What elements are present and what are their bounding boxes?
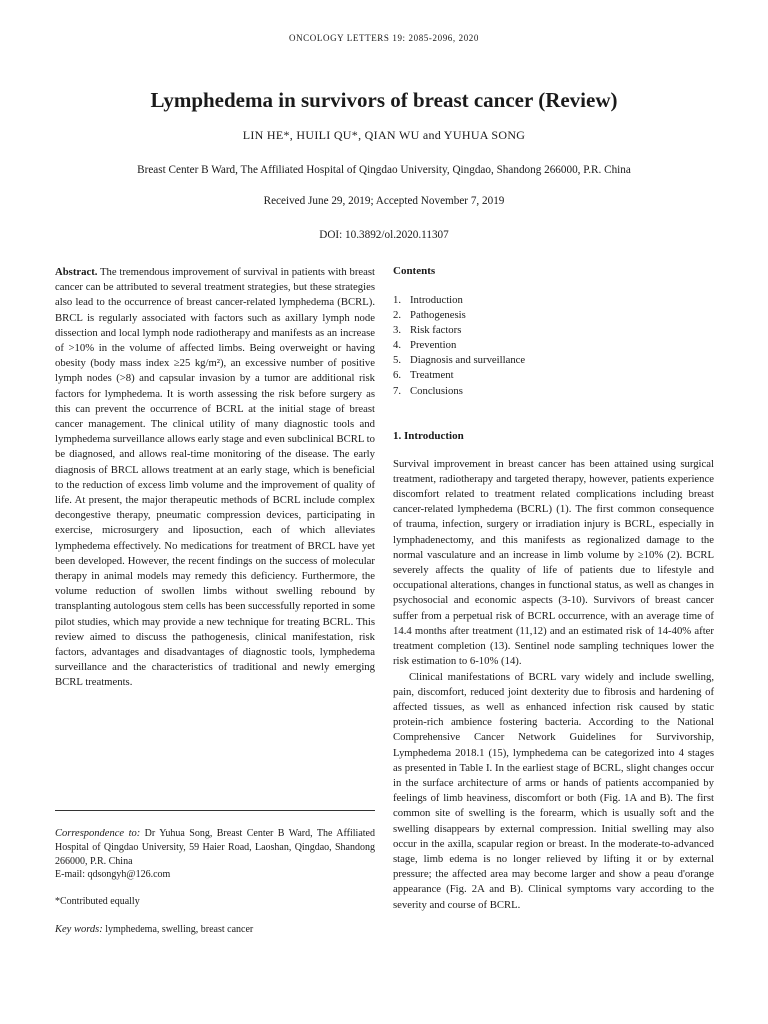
toc-item-risk-factors[interactable]: 3. Risk factors <box>393 324 462 337</box>
received-accepted-dates: Received June 29, 2019; Accepted November 7, 2019 <box>263 195 505 207</box>
abstract-label: Abstract. <box>55 266 98 278</box>
keywords-text: lymphedema, swelling, breast cancer <box>105 924 254 935</box>
correspondence-email[interactable]: E-mail: qdsongyh@126.com <box>55 869 171 881</box>
toc-item-prevention[interactable]: 4. Prevention <box>393 339 457 352</box>
author-list: LIN HE*, HUILI QU*, QIAN WU and YUHUA SONG <box>242 128 526 142</box>
contributed-note: *Contributed equally <box>55 896 140 907</box>
toc-item-conclusions[interactable]: 7. Conclusions <box>393 384 463 397</box>
article-title: Lymphedema in survivors of breast cancer (Review) <box>150 88 618 112</box>
introduction-paragraph-1: Survival improvement in breast cancer has been attained using surgical treatment, radiotherapy and targeted therapy, however, patients experience discomfort related to treatment related complications including breast cancer-related lymphedema (BCRL) (1). The first common consequence of trauma, infection, surgery or irradiation injury is BCRL, especially in lymphadenectomy, and this manifests as regionalized damage to the normal vasculature and an increase in limb volume by ≥10% (2). BCRL severely affects the quality of life of patients due to lifestyle and occupational alterations, changes in functional status, as well as changes in psychosocial and economic aspects (3-10). Survivors of breast cancer suffer from a perpetual risk of BCRL occurrence, with an average time of 14.4 months after treatment (11,12) and an estimated risk of 14-40% after treatment completion (13). Sentinel node sampling techniques lower the risk estimation to 6-10% (14). <box>393 457 714 668</box>
correspondence-text: Dr Yuhua Song, Breast Center B Ward, The Affiliated Hospital of Qingdao University, 59 Haier Road, Laoshan, Qingdao, Shandong 266000, P.R. China <box>55 828 375 867</box>
table-of-contents <box>393 293 714 399</box>
journal-header: ONCOLOGY LETTERS 19: 2085-2096, 2020 <box>288 33 479 43</box>
toc-item-pathogenesis[interactable]: 2. Pathogenesis <box>393 309 466 322</box>
keywords <box>55 924 375 935</box>
footnote-divider <box>55 810 375 811</box>
abstract-text: The tremendous improvement of survival in patients with breast cancer can be attributed to several treatment strategies, but these strategies also lead to the occurrence of breast cancer-related lymphedema (BCRL). BRCL is regularly associated with factors such as axillary lymph node dissection and local lymph node radiotherapy and manifests as an increase of >10% in the volume of affected limbs. Being overweight or having obesity (body mass index ≥25 kg/m²), an excessive number of positive lymph nodes (>8) and capsular invasion by a tumor are additional risk factors for lymphedema. It is worth assessing the risk before surgery as this can prevent the occurrence of BCRL at the initial stage of breast cancer management. The clinical utility of many diagnostic tools and lymphedema surveillance allows early stage and even subclinical BCRL to be diagnosed, and allows real-time monitoring of the disease. The early diagnosis of BRCL allows treatment at an early stage, which is beneficial to the reduction of excess limb volume and the improvement of quality of life. At present, the major therapeutic methods of BCRL include complex decongestive therapy, pneumatic compression devices, participating in exercise, microsurgery and liposuction, each of which alleviates lymphedema effectively. No medications for treatment of BRCL have yet been developed. However, the recent findings on the success of molecular therapy in animal models may remedy this deficiency. Furthermore, the volume reduction of swollen limbs without swelling rebound by transplanting autologous stem cells has been successfully reported in some pilot studies, which may provide a new technique for treating BCRL. This review aimed to discuss the pathogenesis, clinical manifestation, risk factors, advantages and disadvantages of diagnostic tools, lymphedema surveillance and the characteristics of traditional and newly emerging BCRL treatments. <box>55 266 376 689</box>
toc-item-introduction[interactable]: 1. Introduction <box>393 294 463 306</box>
keywords-label: Key words: <box>55 924 103 935</box>
right-column <box>393 265 714 913</box>
correspondence <box>55 827 375 882</box>
toc-item-diagnosis[interactable]: 5. Diagnosis and surveillance <box>393 354 526 367</box>
introduction-paragraph-2: Clinical manifestations of BCRL vary widely and include swelling, pain, discomfort, reduced joint dexterity due to fibrosis and hardening of affected tissues, as well as enhanced infection risk caused by static protein-rich ambience fostering bacteria. According to the National Comprehensive Cancer Network Guidelines for Survivorship, Lymphedema 2018.1 (15), lymphedema can be categorized into 4 stages as presented in Table I. In the earliest stage of BCRL, slight changes occur in the surface architecture of arms or hands of patients accompanied by feelings of limb heaviness, discomfort or both (Fig. 1A and B). The first common site of swelling is the forearm, which is usually soft and the swelling disappears by external compression. Initial swelling may also occur in the axilla, scapular region or breast. In the moderate-to-advanced stage, limb edema is no longer relieved by lifting it or by external pressure; the affected area may become larger and show a peau d'orange appearance (Fig. 2A and B). Clinical symptoms vary according to the severity and course of BCRL. <box>393 670 714 911</box>
contents-heading: Contents <box>393 265 436 277</box>
introduction-heading: 1. Introduction <box>393 429 464 442</box>
abstract <box>55 265 375 691</box>
correspondence-label: Correspondence to: <box>55 828 141 839</box>
doi-link[interactable]: DOI: 10.3892/ol.2020.11307 <box>319 229 449 241</box>
toc-item-treatment[interactable]: 6. Treatment <box>393 369 454 382</box>
left-column <box>55 265 375 691</box>
affiliation: Breast Center B Ward, The Affiliated Hospital of Qingdao University, Qingdao, Shandong 266000, P.R. China <box>137 164 631 176</box>
